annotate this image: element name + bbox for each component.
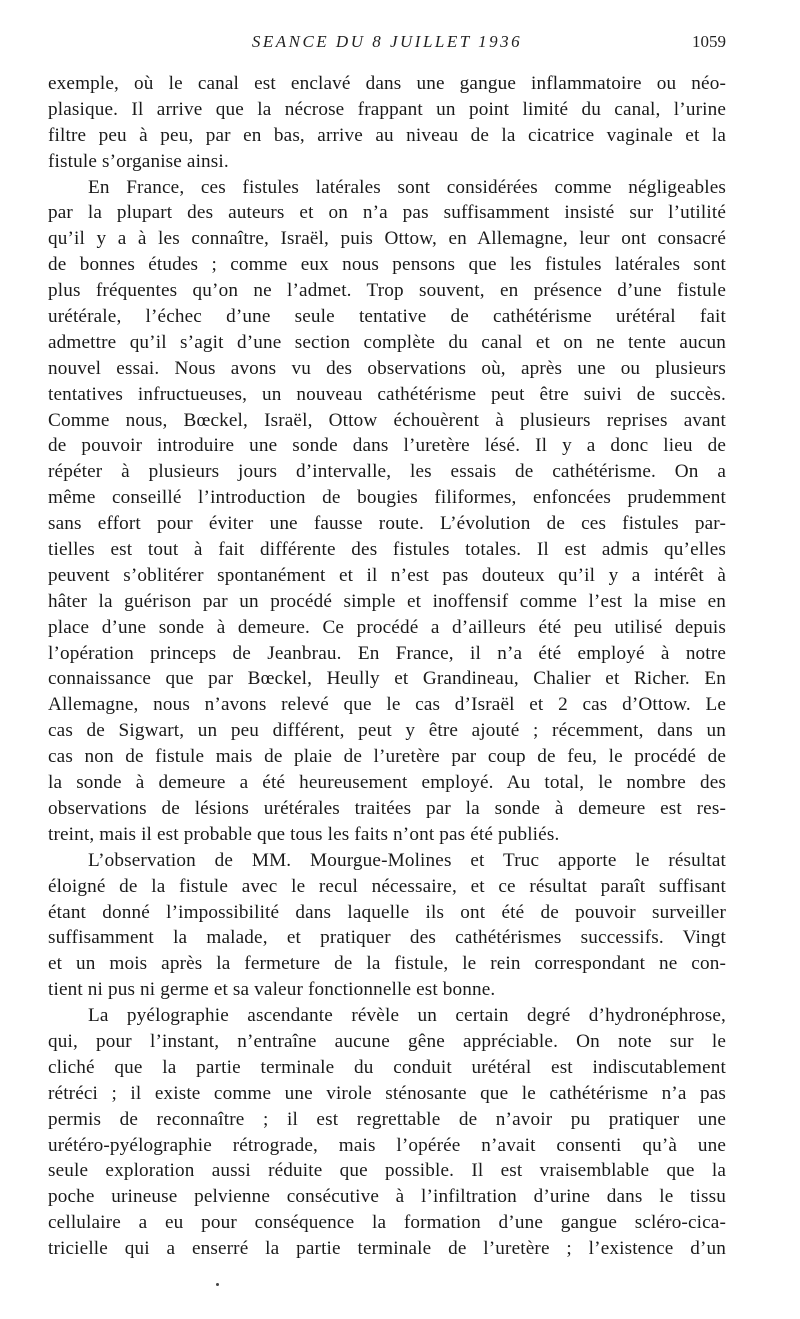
text-line: exemple, où le canal est enclavé dans une gangue inflammatoire ou néo- (48, 73, 726, 94)
text-line: seule exploration aussi réduite que possible. Il est vraisemblable que la (48, 1160, 726, 1182)
text-line: observations de lésions urétérales traitées par la sonde à demeure est res- (48, 797, 726, 819)
text-line: fistule s’organise ainsi. (48, 150, 229, 172)
text-line: nouvel essai. Nous avons vu des observations où, après une ou plusieurs (48, 357, 726, 379)
text-line: de pouvoir introduire une sonde dans l’uretère lésé. Il y a donc lieu de (48, 435, 726, 457)
text-line: plasique. Il arrive que la nécrose frappant un point limité du canal, l’urine (48, 98, 726, 120)
text-line: tielles est tout à fait différente des fistules totales. Il est admis qu’elles (48, 539, 726, 561)
text-line: tricielle qui a enserré la partie terminale de l’uretère ; l’existence d’un (48, 1238, 726, 1260)
text-line: tient ni pus ni germe et sa valeur fonctionnelle est bonne. (48, 979, 496, 1001)
page-number: 1059 (692, 32, 726, 51)
text-line: Comme nous, Bœckel, Israël, Ottow échouèrent à plusieurs reprises avant (48, 409, 726, 431)
body-text (48, 71, 726, 1262)
text-line: plus fréquentes qu’on ne l’admet. Trop souvent, en présence d’une fistule (48, 280, 726, 302)
text-line: et un mois après la fermeture de la fistule, le rein correspondant ne con- (48, 953, 726, 975)
text-line: suffisamment la malade, et pratiquer des cathétérismes successifs. Vingt (48, 927, 726, 949)
text-line: place d’une sonde à demeure. Ce procédé a d’ailleurs été peu utilisé depuis (48, 616, 726, 638)
text-line: La pyélographie ascendante révèle un certain degré d’hydronéphrose, (88, 1005, 726, 1027)
text-line: par la plupart des auteurs et on n’a pas suffisamment insisté sur l’utilité (48, 202, 726, 224)
text-line: hâter la guérison par un procédé simple et inoffensif comme l’est la mise en (48, 590, 726, 612)
text-line: urétérale, l’échec d’une seule tentative de cathétérisme urétéral fait (48, 306, 726, 328)
text-line: cas non de fistule mais de plaie de l’uretère par coup de feu, le procédé de (48, 746, 726, 768)
text-line: rétréci ; il existe comme une virole sténosante que le cathétérisme n’a pas (48, 1082, 726, 1104)
text-line: Allemagne, nous n’avons relevé que le cas d’Israël et 2 cas d’Ottow. Le (48, 694, 726, 716)
running-header (48, 32, 726, 56)
text-line: cellulaire a eu pour conséquence la formation d’une gangue scléro-cica- (48, 1212, 726, 1234)
text-line: répéter à plusieurs jours d’intervalle, les essais de cathétérisme. On a (48, 461, 726, 483)
text-line: sans effort pour éviter une fausse route. L’évolution de ces fistules par- (48, 513, 726, 535)
text-line: éloigné de la fistule avec le recul nécessaire, et ce résultat paraît suffisant (48, 875, 726, 897)
text-line: En France, ces fistules latérales sont considérées comme négligeables (88, 176, 726, 198)
text-line: admettre qu’il s’agit d’une section complète du canal et on ne tente aucun (48, 331, 726, 353)
text-line: qui, pour l’instant, n’entraîne aucune gêne appréciable. On note sur le (48, 1030, 726, 1052)
text-line: la sonde à demeure a été heureusement employé. Au total, le nombre des (48, 772, 726, 794)
print-speck (216, 1283, 219, 1286)
text-line: permis de reconnaître ; il est regrettable de n’avoir pu pratiquer une (48, 1108, 726, 1130)
text-line: cas de Sigwart, un peu différent, peut y être ajouté ; récemment, dans un (48, 720, 726, 742)
text-line: même conseillé l’introduction de bougies filiformes, enfoncées prudemment (48, 487, 726, 509)
text-line: cliché que la partie terminale du conduit urétéral est indiscutablement (48, 1056, 726, 1078)
text-line: étant donné l’impossibilité dans laquelle ils ont été de pouvoir surveiller (48, 901, 726, 923)
text-line: qu’il y a à les connaître, Israël, puis Ottow, en Allemagne, leur ont consacré (48, 228, 726, 250)
text-line: l’opération princeps de Jeanbrau. En France, il n’a été employé à notre (48, 642, 726, 664)
text-line: treint, mais il est probable que tous les faits n’ont pas été publiés. (48, 823, 560, 845)
header-title: SEANCE DU 8 JUILLET 1936 (251, 32, 523, 51)
text-line: L’observation de MM. Mourgue-Molines et Truc apporte le résultat (88, 849, 726, 871)
text-line: filtre peu à peu, par en bas, arrive au niveau de la cicatrice vaginale et la (48, 124, 726, 146)
text-line: urétéro-pyélographie rétrograde, mais l’opérée n’avait consenti qu’à une (48, 1134, 726, 1156)
text-line: peuvent s’oblitérer spontanément et il n’est pas douteux qu’il y a intérêt à (48, 564, 726, 586)
text-line: poche urineuse pelvienne consécutive à l’infiltration d’urine dans le tissu (48, 1186, 726, 1208)
text-line: connaissance que par Bœckel, Heully et Grandineau, Chalier et Richer. En (48, 668, 726, 690)
text-line: tentatives infructueuses, un nouveau cathétérisme peut être suivi de succès. (48, 383, 726, 405)
text-line: de bonnes études ; comme eux nous pensons que les fistules latérales sont (48, 254, 726, 276)
